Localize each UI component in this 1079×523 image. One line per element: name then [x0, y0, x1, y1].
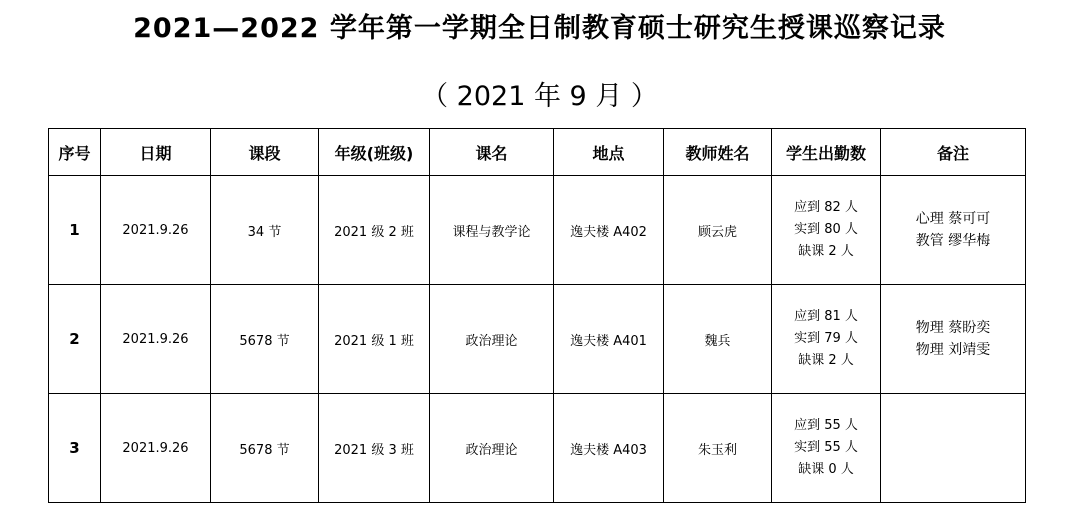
- attendance-actual: 实到 55 人: [794, 440, 858, 455]
- row-course: 课程与教学论: [430, 176, 554, 285]
- inspection-table: [48, 128, 1026, 503]
- row-grade: 2021 级 2 班: [319, 176, 430, 285]
- header-grade: 年级(班级): [319, 129, 430, 176]
- row-notes: [881, 176, 1026, 285]
- note-line: 物理 蔡盼奕: [915, 320, 991, 336]
- row-attendance: [772, 285, 881, 394]
- row-location: 逸夫楼 A402: [554, 176, 664, 285]
- table-row: [49, 285, 1026, 394]
- row-index: 3: [49, 394, 101, 503]
- header-date: 日期: [101, 129, 211, 176]
- header-location: 地点: [554, 129, 664, 176]
- table-row: [49, 394, 1026, 503]
- header-attendance: 学生出勤数: [772, 129, 881, 176]
- attendance-expected: 应到 55 人: [794, 418, 858, 433]
- row-teacher: 魏兵: [664, 285, 772, 394]
- attendance-absent: 缺课 2 人: [798, 353, 854, 368]
- row-grade: 2021 级 1 班: [319, 285, 430, 394]
- row-attendance: [772, 176, 881, 285]
- attendance-absent: 缺课 0 人: [798, 462, 854, 477]
- row-location: 逸夫楼 A401: [554, 285, 664, 394]
- page-title: 2021—2022 学年第一学期全日制教育硕士研究生授课巡察记录: [133, 13, 946, 44]
- note-line: 心理 蔡可可: [915, 211, 991, 227]
- row-index: 2: [49, 285, 101, 394]
- row-period: 5678 节: [211, 394, 319, 503]
- header-teacher: 教师姓名: [664, 129, 772, 176]
- row-location: 逸夫楼 A403: [554, 394, 664, 503]
- row-period: 34 节: [211, 176, 319, 285]
- row-index: 1: [49, 176, 101, 285]
- row-period: 5678 节: [211, 285, 319, 394]
- row-grade: 2021 级 3 班: [319, 394, 430, 503]
- row-course: 政治理论: [430, 285, 554, 394]
- row-date: 2021.9.26: [101, 176, 211, 285]
- note-line: 物理 刘靖雯: [915, 342, 991, 358]
- header-index: 序号: [49, 129, 101, 176]
- row-notes: [881, 285, 1026, 394]
- header-notes: 备注: [881, 129, 1026, 176]
- row-attendance: [772, 394, 881, 503]
- row-date: 2021.9.26: [101, 285, 211, 394]
- row-notes: [881, 394, 1026, 503]
- attendance-expected: 应到 82 人: [794, 200, 858, 215]
- row-course: 政治理论: [430, 394, 554, 503]
- page-subtitle: （ 2021 年 9 月 ）: [421, 81, 658, 112]
- attendance-actual: 实到 80 人: [794, 222, 858, 237]
- header-period: 课段: [211, 129, 319, 176]
- attendance-absent: 缺课 2 人: [798, 244, 854, 259]
- attendance-expected: 应到 81 人: [794, 309, 858, 324]
- header-course: 课名: [430, 129, 554, 176]
- table-header-row: [49, 129, 1026, 176]
- note-line: 教管 缪华梅: [915, 233, 991, 249]
- table-row: [49, 176, 1026, 285]
- row-teacher: 顾云虎: [664, 176, 772, 285]
- row-date: 2021.9.26: [101, 394, 211, 503]
- row-teacher: 朱玉利: [664, 394, 772, 503]
- attendance-actual: 实到 79 人: [794, 331, 858, 346]
